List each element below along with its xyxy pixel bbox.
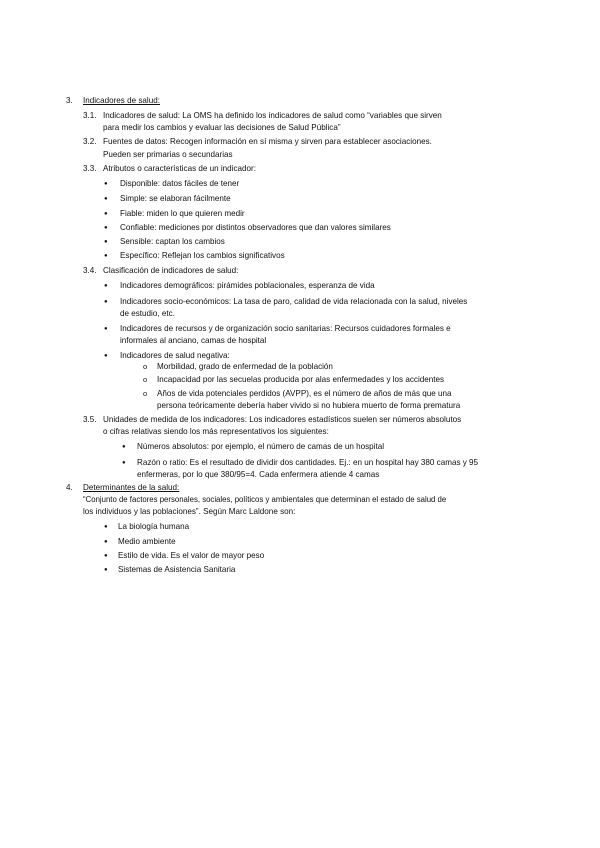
classification-item-2-line-1: Indicadores socio-económicos: La tasa de paro, calidad de vida relacionada con la salud, niveles <box>120 297 468 306</box>
bullet-icon: ● <box>104 299 108 305</box>
determinant-item-3: Estilo de vida. Es el valor de mayor peso <box>118 551 265 560</box>
item-3-2-line-1: Fuentes de datos: Recogen información en sí misma y sirven para establecer asociaciones. <box>103 137 432 146</box>
negative-indicator-3-line-2: persona teóricamente debería haber vivido si no hubiera muerto de forma prematura <box>157 401 461 410</box>
classification-item-3-line-1: Indicadores de recursos y de organización socio sanitarias: Recursos cuidadores formales e <box>120 324 451 333</box>
measure-unit-item-2-line-1: Razón o ratio: Es el resultado de dividir dos cantidades. Ej.: en un hospital hay 380 camas y 95 <box>137 458 479 467</box>
section-3-number: 3. <box>66 96 73 105</box>
classification-item-3-line-2: informales al anciano, camas de hospital <box>120 336 267 345</box>
bullet-icon: ● <box>104 539 108 545</box>
bullet-icon: ● <box>104 567 108 573</box>
bullet-icon: ● <box>104 211 108 217</box>
bullet-icon: ● <box>104 196 108 202</box>
bullet-icon: ● <box>104 553 108 559</box>
determinants-quote-line-1: “Conjunto de factores personales, sociales, políticos y ambientales que determinan el estado de salud de <box>83 495 447 504</box>
section-3-title: Indicadores de salud: <box>83 96 160 105</box>
measure-unit-item-2-line-2: enfermeras, por lo que 380/95=4. Cada enfermera atiende 4 camas <box>137 470 380 479</box>
section-4-title: Determinantes de la salud: <box>83 483 180 492</box>
item-3-5-number: 3.5. <box>83 415 97 424</box>
item-3-3-line-1: Atributos o características de un indicador: <box>103 164 256 173</box>
section-4-number: 4. <box>66 483 73 492</box>
bullet-icon: ● <box>104 239 108 245</box>
circle-bullet-icon: o <box>143 375 148 384</box>
item-3-4-number: 3.4. <box>83 266 97 275</box>
attribute-item-1: Disponible: datos fáciles de tener <box>120 179 240 188</box>
determinant-item-2: Medio ambiente <box>118 537 176 546</box>
item-3-4-line-1: Clasificación de indicadores de salud: <box>103 266 239 275</box>
determinant-item-4: Sistemas de Asistencia Sanitaria <box>118 565 236 574</box>
negative-indicator-2: Incapacidad por las secuelas producida por alas enfermedades y los accidentes <box>157 375 445 384</box>
bullet-icon: ● <box>104 326 108 332</box>
determinants-quote-line-2: los individuos y las poblaciones”. Según Marc Laldone son: <box>83 507 296 516</box>
item-3-3-number: 3.3. <box>83 164 97 173</box>
circle-bullet-icon: o <box>143 389 148 398</box>
item-3-5-line-1: Unidades de medida de los indicadores: Los indicadores estadísticos suelen ser números absolutos <box>103 415 462 424</box>
attribute-item-4: Confiable: mediciones por distintos observadores que dan valores similares <box>120 223 391 232</box>
classification-item-4: Indicadores de salud negativa: <box>120 351 230 360</box>
item-3-1-line-2: para medir los cambios y evaluar las decisiones de Salud Pública” <box>103 123 341 132</box>
item-3-2-number: 3.2. <box>83 137 97 146</box>
bullet-icon: ● <box>104 283 108 289</box>
bullet-icon: ● <box>122 444 126 450</box>
classification-item-1: Indicadores demográficos: pirámides poblacionales, esperanza de vida <box>120 281 375 290</box>
bullet-icon: ● <box>104 524 108 530</box>
item-3-1-line-1: Indicadores de salud: La OMS ha definido los indicadores de salud como “variables que sirven <box>103 111 442 120</box>
negative-indicator-1: Morbilidad, grado de enfermedad de la población <box>157 362 333 371</box>
attribute-item-6: Específico: Reflejan los cambios significativos <box>120 251 285 260</box>
attribute-item-2: Simple: se elaboran fácilmente <box>120 194 231 203</box>
item-3-2-line-2: Pueden ser primarias o secundarias <box>103 150 233 159</box>
item-3-5-line-2: o cifras relativas siendo los más representativos los siguientes: <box>103 427 329 436</box>
classification-item-2-line-2: de estudio, etc. <box>120 309 175 318</box>
attribute-item-3: Fiable: miden lo que quieren medir <box>120 209 245 218</box>
bullet-icon: ● <box>104 181 108 187</box>
determinant-item-1: La biología humana <box>118 522 190 531</box>
negative-indicator-3-line-1: Años de vida potenciales perdidos (AVPP), es el número de años de más que una <box>157 389 452 398</box>
bullet-icon: ● <box>104 353 108 359</box>
attribute-item-5: Sensible: captan los cambios <box>120 237 225 246</box>
bullet-icon: ● <box>104 225 108 231</box>
item-3-1-number: 3.1. <box>83 111 97 120</box>
bullet-icon: ● <box>104 253 108 259</box>
measure-unit-item-1: Números absolutos: por ejemplo, el número de camas de un hospital <box>137 442 384 451</box>
circle-bullet-icon: o <box>143 362 148 371</box>
bullet-icon: ● <box>122 460 126 466</box>
